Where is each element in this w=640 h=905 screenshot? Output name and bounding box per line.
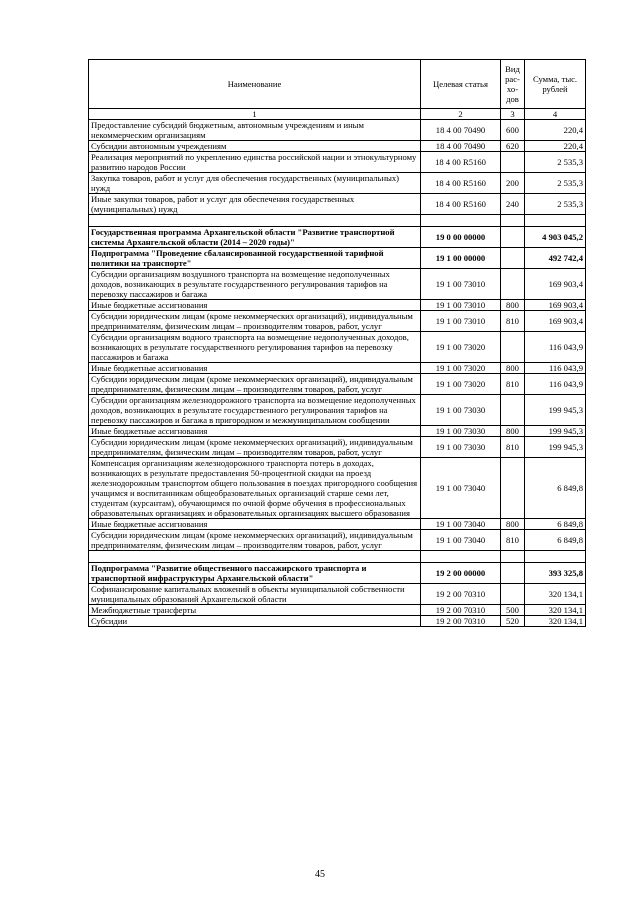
empty-cell: [421, 215, 501, 227]
budget-table: [88, 59, 586, 627]
target-article-cell: 19 2 00 70310: [421, 584, 501, 605]
empty-cell: [525, 551, 586, 563]
target-article-cell: 18 4 00 R5160: [421, 152, 501, 173]
empty-cell: [89, 551, 421, 563]
table-row: [89, 458, 586, 519]
program-row: [89, 227, 586, 248]
expense-type-cell: [501, 458, 525, 519]
table-row: [89, 605, 586, 616]
table-row: [89, 173, 586, 194]
table-row: [89, 437, 586, 458]
name-cell: Субсидии юридическим лицам (кроме некоммерческих организаций), индивидуальным предпринимателям, физическим лицам – производителям товаров, работ, услуг: [89, 437, 421, 458]
name-cell: Компенсация организациям железнодорожного транспорта потерь в доходах, возникающих в результате предоставления 50-процентной скидки на проезд железнодорожным транспортом общего пользования в поездах пригородного сообщения учащимся и воспитанникам общеобразовательных организаций старше семи лет, студентам (курсантам), обучающимся по очной форме обучения в профессиональных образовательных организациях и образовательных организациях высшего образования: [89, 458, 421, 519]
page-number: 45: [315, 869, 325, 880]
name-cell: Иные бюджетные ассигнования: [89, 300, 421, 311]
target-article-cell: 19 2 00 70310: [421, 616, 501, 627]
name-cell: Субсидии юридическим лицам (кроме некоммерческих организаций), индивидуальным предпринимателям, физическим лицам – производителям товаров, работ, услуг: [89, 311, 421, 332]
sum-cell: 169 903,4: [525, 300, 586, 311]
program-row: [89, 563, 586, 584]
expense-type-cell: 800: [501, 519, 525, 530]
table-row: [89, 426, 586, 437]
expense-type-cell: [501, 563, 525, 584]
column-number: 2: [421, 109, 501, 120]
expense-type-cell: 810: [501, 311, 525, 332]
target-article-cell: 19 1 00 73040: [421, 458, 501, 519]
expense-type-cell: [501, 152, 525, 173]
expense-type-cell: 500: [501, 605, 525, 616]
sum-cell: 116 043,9: [525, 332, 586, 363]
target-article-cell: 19 1 00 73020: [421, 374, 501, 395]
sum-cell: 169 903,4: [525, 311, 586, 332]
sum-cell: 6 849,8: [525, 530, 586, 551]
expense-type-cell: 810: [501, 437, 525, 458]
table-row: [89, 120, 586, 141]
header-expense-type: Вид рас-хо-дов: [501, 60, 525, 109]
name-cell: Межбюджетные трансферты: [89, 605, 421, 616]
empty-cell: [421, 551, 501, 563]
empty-cell: [501, 551, 525, 563]
sum-cell: 220,4: [525, 120, 586, 141]
sum-cell: 4 903 045,2: [525, 227, 586, 248]
target-article-cell: 19 1 00 73010: [421, 269, 501, 300]
expense-type-cell: [501, 584, 525, 605]
empty-cell: [525, 215, 586, 227]
target-article-cell: 19 1 00 73010: [421, 300, 501, 311]
target-article-cell: 19 1 00 73040: [421, 530, 501, 551]
expense-type-cell: 620: [501, 141, 525, 152]
target-article-cell: 19 0 00 00000: [421, 227, 501, 248]
name-cell: Субсидии организациям водного транспорта на возмещение недополученных доходов, возникающих в результате государственного регулирования тарифов на перевозку пассажиров и багажа: [89, 332, 421, 363]
expense-type-cell: [501, 395, 525, 426]
expense-type-cell: 810: [501, 530, 525, 551]
name-cell: Субсидии организациям железнодорожного транспорта на возмещение недополученных доходов, возникающих в результате государственного регулирования тарифов на перевозку пассажиров и багажа в пригородном и межмуниципальном сообщении: [89, 395, 421, 426]
table-row: [89, 194, 586, 215]
table-row: [89, 332, 586, 363]
empty-cell: [501, 215, 525, 227]
table-row: [89, 395, 586, 426]
table-row: [89, 519, 586, 530]
name-cell: Иные бюджетные ассигнования: [89, 426, 421, 437]
target-article-cell: 19 1 00 73030: [421, 395, 501, 426]
name-cell: Закупка товаров, работ и услуг для обеспечения государственных (муниципальных) нужд: [89, 173, 421, 194]
table-row: [89, 141, 586, 152]
empty-cell: [89, 215, 421, 227]
expense-type-cell: 520: [501, 616, 525, 627]
sum-cell: 492 742,4: [525, 248, 586, 269]
table-row: [89, 530, 586, 551]
name-cell: Иные закупки товаров, работ и услуг для обеспечения государственных (муниципальных) нужд: [89, 194, 421, 215]
table-row: [89, 300, 586, 311]
sum-cell: 6 849,8: [525, 458, 586, 519]
header-name: Наименование: [89, 60, 421, 109]
expense-type-cell: 600: [501, 120, 525, 141]
name-cell: Государственная программа Архангельской области "Развитие транспортной системы Архангельской области (2014 – 2020 годы)": [89, 227, 421, 248]
name-cell: Подпрограмма "Проведение сбалансированной государственной тарифной политики на транспорте": [89, 248, 421, 269]
header-sum: Сумма, тыс. рублей: [525, 60, 586, 109]
column-numbers-row: [89, 109, 586, 120]
expense-type-cell: 800: [501, 363, 525, 374]
expense-type-cell: 800: [501, 300, 525, 311]
sum-cell: 320 134,1: [525, 616, 586, 627]
sum-cell: 169 903,4: [525, 269, 586, 300]
name-cell: Иные бюджетные ассигнования: [89, 363, 421, 374]
expense-type-cell: [501, 269, 525, 300]
name-cell: Субсидии автономным учреждениям: [89, 141, 421, 152]
table-row: [89, 374, 586, 395]
table-row: [89, 363, 586, 374]
target-article-cell: 19 1 00 73030: [421, 426, 501, 437]
name-cell: Софинансирование капитальных вложений в объекты муниципальной собственности муниципальных образований Архангельской области: [89, 584, 421, 605]
target-article-cell: 19 1 00 73010: [421, 311, 501, 332]
target-article-cell: 19 1 00 73020: [421, 332, 501, 363]
name-cell: Иные бюджетные ассигнования: [89, 519, 421, 530]
name-cell: Субсидии: [89, 616, 421, 627]
spacer-row: [89, 551, 586, 563]
expense-type-cell: [501, 332, 525, 363]
name-cell: Субсидии юридическим лицам (кроме некоммерческих организаций), индивидуальным предпринимателям, физическим лицам – производителям товаров, работ, услуг: [89, 530, 421, 551]
table-row: [89, 616, 586, 627]
sum-cell: 320 134,1: [525, 584, 586, 605]
target-article-cell: 18 4 00 R5160: [421, 194, 501, 215]
column-number: 1: [89, 109, 421, 120]
sum-cell: 116 043,9: [525, 363, 586, 374]
name-cell: Субсидии юридическим лицам (кроме некоммерческих организаций), индивидуальным предпринимателям, физическим лицам – производителям товаров, работ, услуг: [89, 374, 421, 395]
expense-type-cell: 240: [501, 194, 525, 215]
column-number: 3: [501, 109, 525, 120]
header-target-article: Целевая статья: [421, 60, 501, 109]
sum-cell: 6 849,8: [525, 519, 586, 530]
table-row: [89, 584, 586, 605]
target-article-cell: 19 1 00 00000: [421, 248, 501, 269]
target-article-cell: 19 1 00 73030: [421, 437, 501, 458]
sum-cell: 199 945,3: [525, 395, 586, 426]
sum-cell: 2 535,3: [525, 173, 586, 194]
sum-cell: 220,4: [525, 141, 586, 152]
table-row: [89, 269, 586, 300]
target-article-cell: 19 1 00 73040: [421, 519, 501, 530]
expense-type-cell: [501, 227, 525, 248]
sum-cell: 116 043,9: [525, 374, 586, 395]
sum-cell: 393 325,8: [525, 563, 586, 584]
name-cell: Субсидии организациям воздушного транспорта на возмещение недополученных доходов, возникающих в результате государственного регулирования тарифов на перевозку пассажиров и багажа: [89, 269, 421, 300]
spacer-row: [89, 215, 586, 227]
expense-type-cell: 200: [501, 173, 525, 194]
sum-cell: 320 134,1: [525, 605, 586, 616]
target-article-cell: 19 2 00 00000: [421, 563, 501, 584]
target-article-cell: 19 1 00 73020: [421, 363, 501, 374]
sum-cell: 199 945,3: [525, 437, 586, 458]
column-number: 4: [525, 109, 586, 120]
expense-type-cell: 800: [501, 426, 525, 437]
expense-type-cell: 810: [501, 374, 525, 395]
name-cell: Реализация мероприятий по укреплению единства российской нации и этнокультурному развитию народов России: [89, 152, 421, 173]
target-article-cell: 19 2 00 70310: [421, 605, 501, 616]
sum-cell: 2 535,3: [525, 194, 586, 215]
expense-type-cell: [501, 248, 525, 269]
target-article-cell: 18 4 00 R5160: [421, 173, 501, 194]
header-row: [89, 60, 586, 109]
table-row: [89, 311, 586, 332]
target-article-cell: 18 4 00 70490: [421, 141, 501, 152]
table-body: [89, 120, 586, 627]
sum-cell: 199 945,3: [525, 426, 586, 437]
sum-cell: 2 535,3: [525, 152, 586, 173]
name-cell: Предоставление субсидий бюджетным, автономным учреждениям и иным некоммерческим организациям: [89, 120, 421, 141]
name-cell: Подпрограмма "Развитие общественного пассажирского транспорта и транспортной инфраструктуры Архангельской области": [89, 563, 421, 584]
program-row: [89, 248, 586, 269]
target-article-cell: 18 4 00 70490: [421, 120, 501, 141]
table-row: [89, 152, 586, 173]
